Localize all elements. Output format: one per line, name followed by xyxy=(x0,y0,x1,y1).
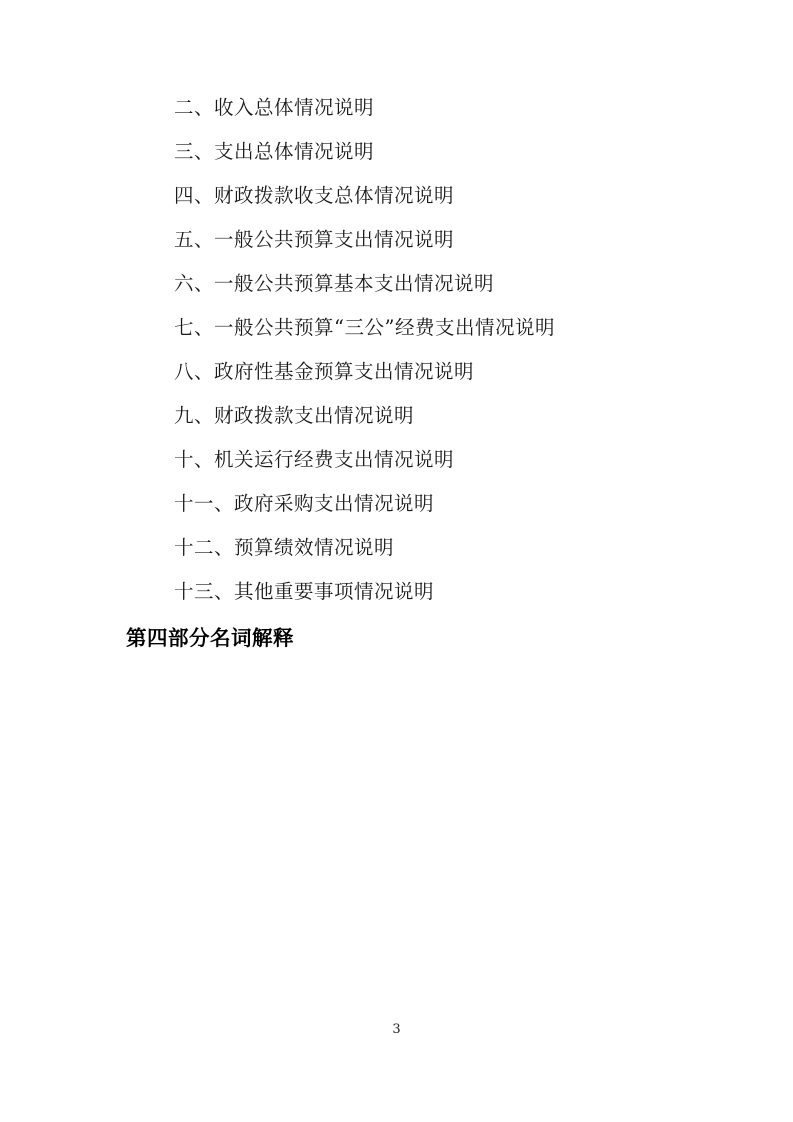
toc-entry-label: 六、一般公共预算基本支出情况说明 xyxy=(174,272,495,296)
table-of-contents xyxy=(0,86,793,614)
list-item[interactable] xyxy=(0,350,793,394)
toc-entry-label: 三、支出总体情况说明 xyxy=(174,140,375,164)
list-item[interactable] xyxy=(0,394,793,438)
section-heading-label: 第四部分名词解释 xyxy=(126,626,294,650)
list-item[interactable] xyxy=(0,262,793,306)
toc-entry-label: 十、机关运行经费支出情况说明 xyxy=(174,448,455,472)
toc-entry-label: 八、政府性基金预算支出情况说明 xyxy=(174,360,475,384)
section-heading xyxy=(0,614,793,658)
list-item[interactable] xyxy=(0,306,793,350)
toc-entry-label: 十三、其他重要事项情况说明 xyxy=(174,580,435,604)
page-number: 3 xyxy=(392,1022,401,1037)
list-item[interactable] xyxy=(0,482,793,526)
toc-entry-label: 十二、预算绩效情况说明 xyxy=(174,536,395,560)
list-item[interactable] xyxy=(0,438,793,482)
list-item[interactable] xyxy=(0,218,793,262)
toc-entry-label: 五、一般公共预算支出情况说明 xyxy=(174,228,455,252)
list-item[interactable] xyxy=(0,526,793,570)
list-item[interactable] xyxy=(0,570,793,614)
list-item[interactable] xyxy=(0,86,793,130)
list-item[interactable] xyxy=(0,174,793,218)
toc-entry-label: 七、一般公共预算“三公”经费支出情况说明 xyxy=(174,316,555,340)
top-margin-spacer xyxy=(0,0,793,86)
list-item[interactable] xyxy=(0,130,793,174)
toc-entry-label: 十一、政府采购支出情况说明 xyxy=(174,492,435,516)
toc-entry-label: 四、财政拨款收支总体情况说明 xyxy=(174,184,455,208)
toc-entry-label: 九、财政拨款支出情况说明 xyxy=(174,404,415,428)
toc-entry-label: 二、收入总体情况说明 xyxy=(174,96,375,120)
